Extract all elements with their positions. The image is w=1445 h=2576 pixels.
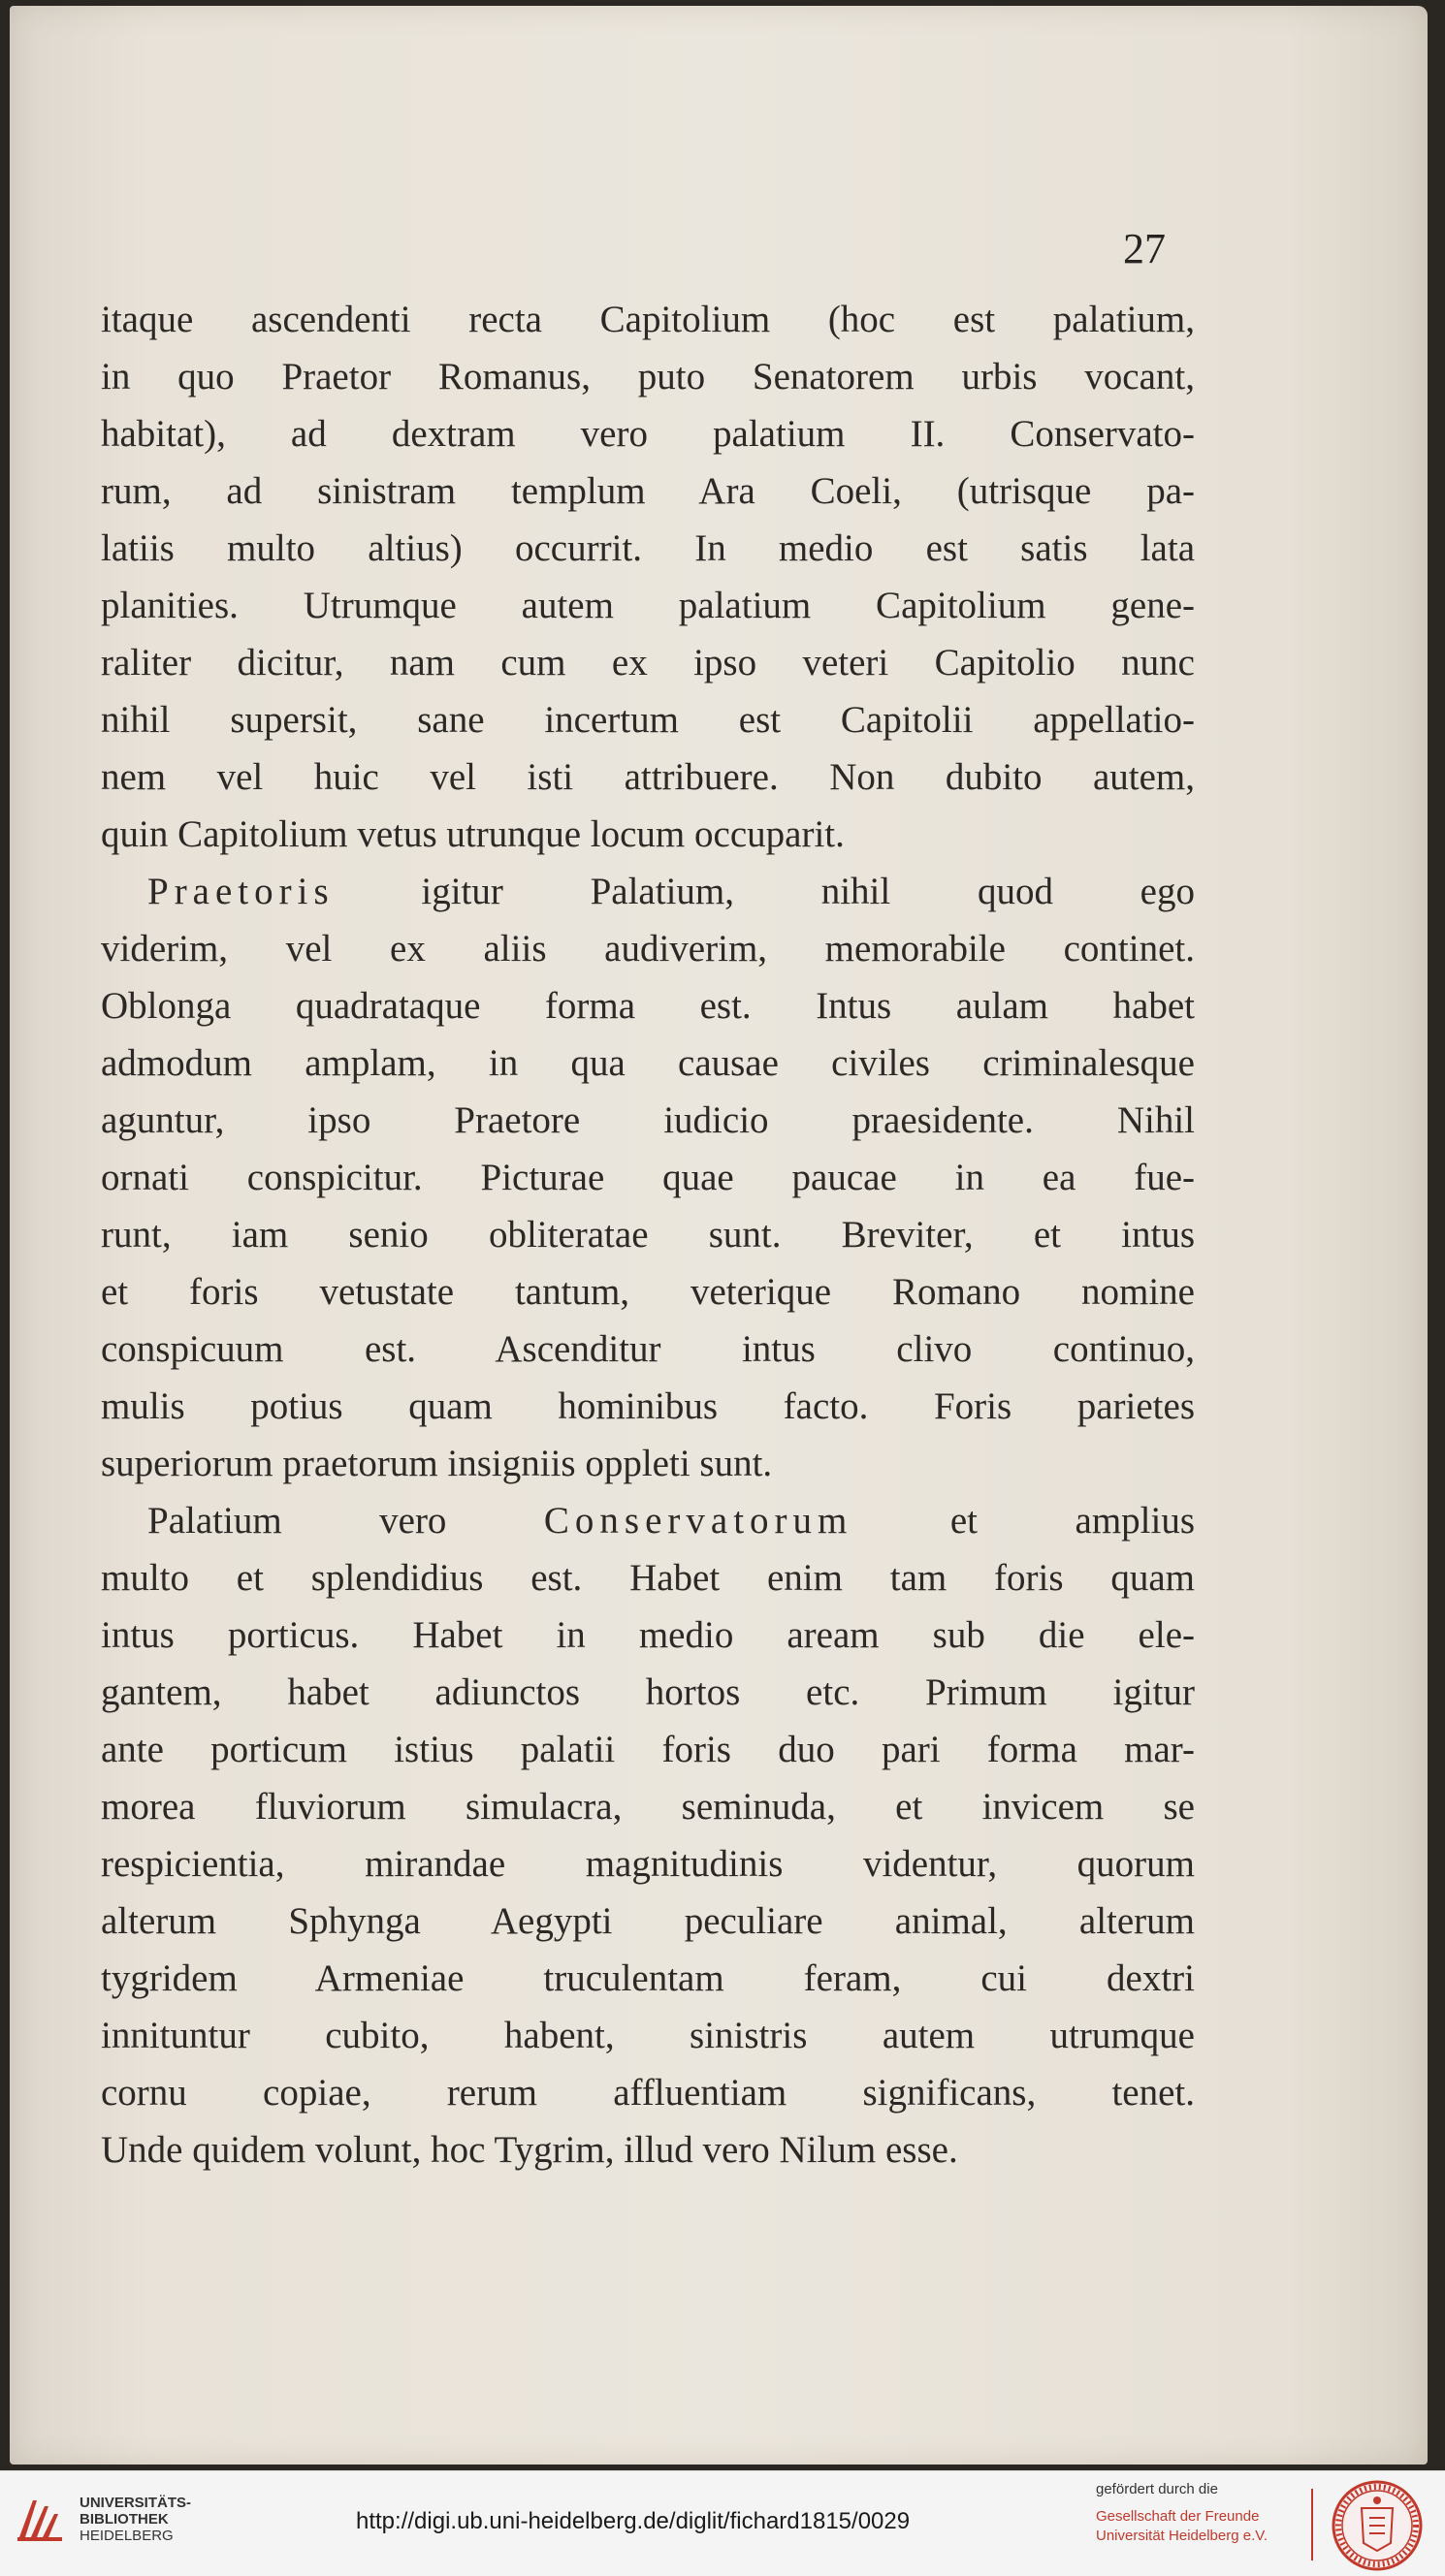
text-line: planities. Utrumque autem palatium Capitolium gene- <box>101 585 1195 626</box>
text-line: et foris vetustate tantum, veterique Romano nomine <box>101 1271 1195 1313</box>
text-line: innituntur cubito, habent, sinistris autem utrumque <box>101 2015 1195 2056</box>
text-line: in quo Praetor Romanus, puto Senatorem urbis vocant, <box>101 356 1195 398</box>
spaced-emphasis: Praetoris <box>147 871 335 912</box>
library-name: UNIVERSITÄTS- BIBLIOTHEK HEIDELBERG <box>80 2495 192 2544</box>
text-line: habitat), ad dextram vero palatium II. Conservato- <box>101 413 1195 455</box>
footer-bar <box>0 2470 1445 2576</box>
text-line: nihil supersit, sane incertum est Capitolii appellatio- <box>101 699 1195 741</box>
text-line: itaque ascendenti recta Capitolium (hoc est palatium, <box>101 299 1195 340</box>
university-seal-icon[interactable] <box>1331 2479 1424 2572</box>
text-line: cornu copiae, rerum affluentiam significans, tenet. <box>101 2072 1195 2114</box>
text-line: multo et splendidius est. Habet enim tam foris quam <box>101 1557 1195 1599</box>
spaced-emphasis: Conservatorum <box>543 1500 853 1542</box>
society-name-line2[interactable]: Universität Heidelberg e.V. <box>1096 2528 1268 2544</box>
text-line: viderim, vel ex aliis audiverim, memorabile continet. <box>101 928 1195 970</box>
text-line: Unde quidem volunt, hoc Tygrim, illud vero Nilum esse. <box>101 2129 958 2171</box>
text-line: mulis potius quam hominibus facto. Foris parietes <box>101 1385 1195 1427</box>
text-line: morea fluviorum simulacra, seminuda, et invicem se <box>101 1786 1195 1828</box>
body-text <box>101 291 1195 2178</box>
text-line: raliter dicitur, nam cum ex ipso veteri Capitolio nunc <box>101 642 1195 684</box>
text-line: respicientia, mirandae magnitudinis videntur, quorum <box>101 1843 1195 1885</box>
text-line: alterum Sphynga Aegypti peculiare animal, alterum <box>101 1900 1195 1942</box>
text-line: Oblonga quadrataque forma est. Intus aulam habet <box>101 985 1195 1027</box>
text-line: superiorum praetorum insigniis oppleti sunt. <box>101 1443 773 1484</box>
text-line: Praetoris igitur Palatium, nihil quod ego <box>147 871 1195 912</box>
text-line: conspicuum est. Ascenditur intus clivo continuo, <box>101 1328 1195 1370</box>
text-line: admodum amplam, in qua causae civiles criminalesque <box>101 1042 1195 1084</box>
text-line: nem vel huic vel isti attribuere. Non dubito autem, <box>101 756 1195 798</box>
text-line: quin Capitolium vetus utrunque locum occuparit. <box>101 813 845 855</box>
sponsored-by-label: gefördert durch die <box>1096 2481 1218 2497</box>
text-line: tygridem Armeniae truculentam feram, cui dextri <box>101 1957 1195 1999</box>
text-line: runt, iam senio obliteratae sunt. Breviter, et intus <box>101 1214 1195 1256</box>
page-number: 27 <box>1123 225 1166 272</box>
text-line: Palatium vero Conservatorum et amplius <box>147 1500 1195 1542</box>
society-name-line1[interactable]: Gesellschaft der Freunde <box>1096 2508 1260 2525</box>
text-line: gantem, habet adiunctos hortos etc. Primum igitur <box>101 1671 1195 1713</box>
text-line: latiis multo altius) occurrit. In medio est satis lata <box>101 527 1195 569</box>
text-line: ornati conspicitur. Picturae quae paucae in ea fue- <box>101 1157 1195 1198</box>
source-url-link[interactable]: http://digi.ub.uni-heidelberg.de/diglit/fichard1815/0029 <box>356 2508 911 2534</box>
university-library-logo-icon[interactable] <box>14 2493 68 2547</box>
text-line: aguntur, ipso Praetore iudicio praesidente. Nihil <box>101 1099 1195 1141</box>
text-line: ante porticum istius palatii foris duo pari forma mar- <box>101 1729 1195 1770</box>
text-line: intus porticus. Habet in medio aream sub die ele- <box>101 1614 1195 1656</box>
text-line: rum, ad sinistram templum Ara Coeli, (utrisque pa- <box>101 470 1195 512</box>
footer-divider <box>1311 2489 1313 2560</box>
sponsor-info <box>1096 2481 1300 2546</box>
